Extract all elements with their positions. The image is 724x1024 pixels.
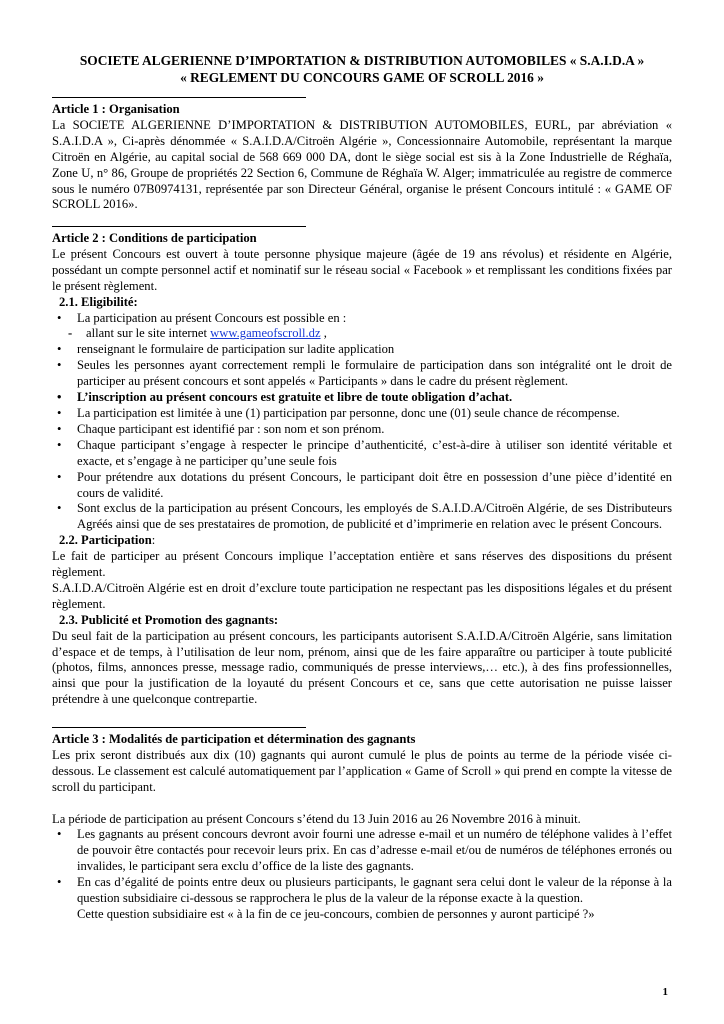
bullet-icon: • — [57, 405, 62, 420]
bullet-icon: • — [57, 501, 62, 516]
article-3-heading: Article 3 : Modalités de participation et détermination des gagnants — [52, 732, 416, 746]
bullet-icon: • — [57, 342, 62, 357]
bullet-icon: • — [57, 421, 62, 436]
bullet-icon: • — [57, 310, 62, 325]
section-2-2-heading: 2.2. Participation: — [59, 533, 156, 548]
winners-list — [52, 827, 672, 907]
list-item: • Sont exclus de la participation au présent Concours, les employés de S.A.I.D.A/Citroën Algérie, de ses Distributeurs Agréés ainsi que de ses prestataires de promotion, de publicité et d’imprimerie en relation avec le présent Concours. — [57, 501, 672, 532]
list-item: • Chaque participant est identifié par : son nom et son prénom. — [57, 421, 385, 436]
bullet-icon: • — [57, 437, 62, 452]
bullet-icon: • — [57, 469, 62, 484]
bullet-icon: • — [57, 875, 62, 890]
title-line-2: « REGLEMENT DU CONCOURS GAME OF SCROLL 2016 » — [180, 70, 544, 85]
list-item: • renseignant le formulaire de participation sur ladite application — [57, 342, 395, 357]
section-2-3-para: Du seul fait de la participation au présent concours, les participants autorisent S.A.I.D.A/Citroën Algérie, sans limitation d’espace et de temps, à l’utilisation de leur nom, prénom, ainsi que de les faire apparaître ou participer à toute publicité (photos, films, annonces presse, message radio, communiqués de presse interviews,… etc.), à des fins professionnelles, ainsi que pour la justification de la loyauté du présent Concours et ce, sans que cette autorisation ne puisse laisser prétendre à une quelconque contrepartie. — [52, 628, 672, 707]
bullet-icon: • — [57, 390, 62, 405]
section-2-2-para-2: S.A.I.D.A/Citroën Algérie est en droit d’exclure toute participation ne respectant pas les dispositions légales et du présent règlement. — [52, 580, 672, 611]
article-1-heading: Article 1 : Organisation — [52, 102, 180, 116]
eligibility-conditions-list — [52, 342, 672, 533]
eligibility-list — [52, 311, 672, 327]
section-divider — [52, 226, 306, 227]
section-2-2-para-1: Le fait de participer au présent Concours implique l’acceptation entière et sans réserves des dispositions du présent règlement. — [52, 549, 672, 580]
section-2-3-heading: 2.3. Publicité et Promotion des gagnants: — [59, 612, 279, 627]
list-item: • Seules les personnes ayant correctement rempli le formulaire de participation dans son intégralité ont le droit de participer au présent concours et sont appelés « Participants » dans le cadre du présent règlement. — [57, 358, 672, 389]
section-divider — [52, 727, 306, 728]
website-link[interactable]: www.gameofscroll.dz — [210, 326, 321, 341]
website-line: - allant sur le site internet www.gameofscroll.dz , — [68, 326, 327, 341]
article-3-para-1: Les prix seront distribués aux dix (10) gagnants qui auront cumulé le plus de points au terme de la période visée ci-dessous. Le classement est calculé automatiquement par l’application « Game of Scroll » qui prend en compte la vitesse de scroll du participant. — [52, 747, 672, 794]
website-line-text: allant sur le site internet — [86, 326, 211, 341]
list-item: • Pour prétendre aux dotations du présent Concours, le participant doit être en possession d’une pièce d’identité en cours de validité. — [57, 469, 672, 500]
list-item: • La participation est limitée à une (1) participation par personne, donc une (01) seule chance de récompense. — [57, 405, 620, 420]
list-item: • L’inscription au présent concours est gratuite et libre de toute obligation d’achat. — [57, 390, 513, 405]
section-divider — [52, 97, 306, 98]
article-2-intro: Le présent Concours est ouvert à toute personne physique majeure (âgée de 19 ans révolus) et résidente en Algérie, possédant un compte personnel actif et nominatif sur le réseau social « Facebook » et remplissant les conditions fixées par le présent règlement. — [52, 246, 672, 293]
page-number: 1 — [662, 986, 668, 998]
article-1-text: La SOCIETE ALGERIENNE D’IMPORTATION & DISTRIBUTION AUTOMOBILES, EURL, par abréviation « S.A.I.D.A », Ci-après dénommée « S.A.I.D.A/Citroën Algérie », Concessionnaire Automobile, représentant la marque Citroën en Algérie, au capital social de 568 669 000 DA, dont le siège social est sis à la Zone Industrielle de Réghaïa, Zone U, n° 86, Groupe de propriétés 22 Section 6, Commune de Réghaïa W. Alger; immatriculée au registre de commerce sous le numéro 07B0974131, représentée par son Directeur Général, organise le présent Concours intitulé : « GAME OF SCROLL 2016». — [52, 117, 672, 212]
article-3 — [52, 727, 672, 923]
list-item: • En cas d’égalité de points entre deux ou plusieurs participants, le gagnant sera celui dont le valeur de la réponse à la question subsidiaire ci-dessous se rapprochera le plus de la valeur de la réponse exacte à la question. — [57, 875, 672, 906]
list-item: • La participation au présent Concours est possible en : — [57, 310, 347, 325]
dash-icon: - — [68, 326, 73, 341]
article-2-heading: Article 2 : Conditions de participation — [52, 231, 257, 245]
list-item: • Les gagnants au présent concours devront avoir fourni une adresse e-mail et un numéro de téléphone valides à l’effet de pouvoir être contactés pour recevoir leurs prix. En cas d’adresse e-mail et/ou de numéros de téléphones erronés ou invalides, le participant sera exclu d’office de la liste des gagnants. — [57, 827, 672, 874]
list-item: • Chaque participant s’engage à respecter le principe d’authenticité, c’est-à-dire à utiliser son identité véritable et exacte, et s’engage à ne participer qu’une seule fois — [57, 437, 672, 468]
section-2-1-heading: 2.1. Eligibilité: — [59, 294, 138, 309]
subsidiary-question: Cette question subsidiaire est « à la fin de ce jeu-concours, combien de personnes y auront participé ?» — [77, 906, 595, 921]
bullet-icon: • — [57, 358, 62, 373]
bullet-icon: • — [57, 827, 62, 842]
article-1 — [52, 97, 672, 213]
article-3-para-2: La période de participation au présent Concours s’étend du 13 Juin 2016 au 26 Novembre 2016 à minuit. — [52, 811, 581, 826]
title-line-1: SOCIETE ALGERIENNE D’IMPORTATION & DISTRIBUTION AUTOMOBILES « S.A.I.D.A » — [79, 53, 645, 68]
document-title — [40, 52, 684, 86]
article-2 — [52, 226, 672, 708]
